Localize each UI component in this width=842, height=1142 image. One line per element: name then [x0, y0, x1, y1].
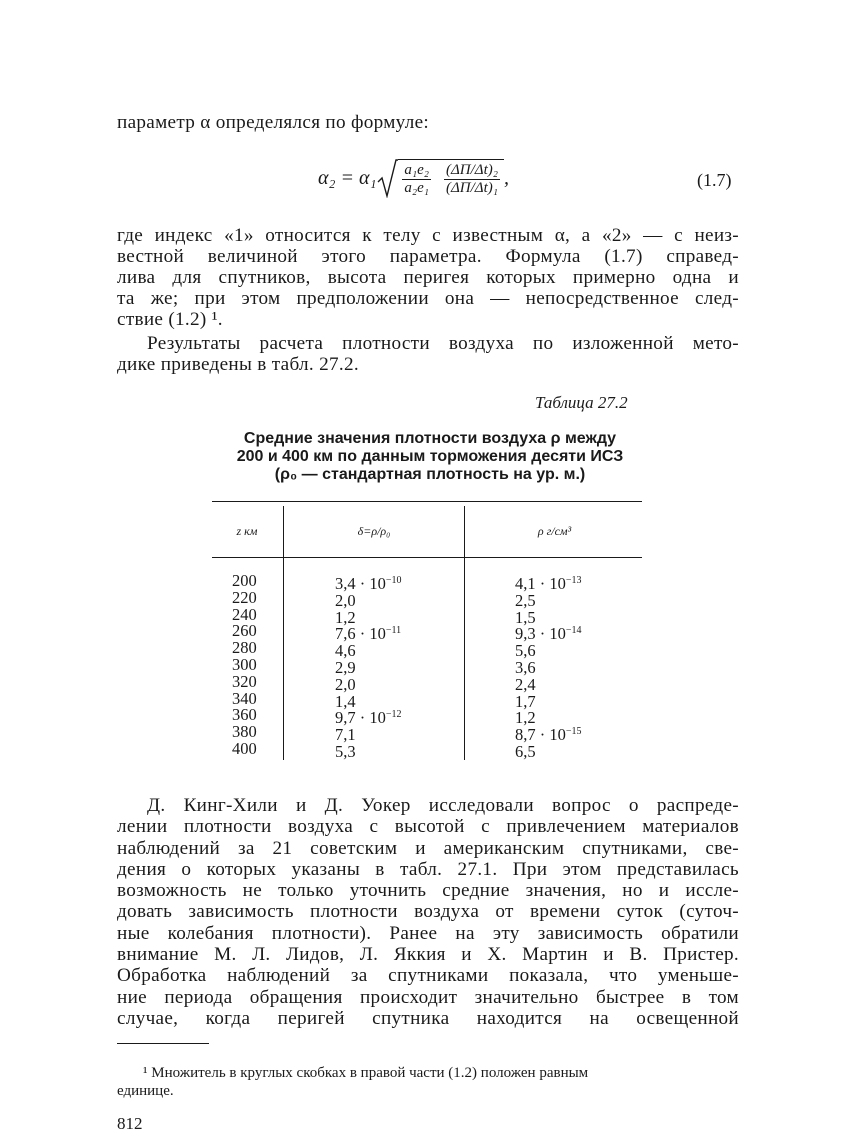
table-cell-delta: 2,0 — [335, 674, 356, 694]
para3-line: Обработка наблюдений за спутниками показала, что уменьше- — [117, 965, 739, 987]
formula-lhs: α₂ = α₁ — [318, 166, 377, 189]
table-cell-rho: 1,5 — [515, 607, 536, 627]
para3-line-text: Д. Кинг-Хили и Д. Уокер исследовали вопрос о распреде- — [147, 795, 739, 816]
paragraph-2 — [117, 333, 739, 375]
footnote-rule — [117, 1043, 209, 1044]
table-cell-z: 260 — [232, 621, 257, 641]
para3-line: внимание М. Л. Лидов, Л. Яккия и Х. Мартин и В. Пристер. — [117, 944, 739, 966]
table-cell-rho: 5,6 — [515, 641, 536, 661]
sqrt-numerator: a₁e₂ — [404, 162, 429, 178]
table-cell-rho: 3,6 — [515, 657, 536, 677]
table-title — [210, 430, 650, 484]
para3-line: случае, когда перигей спутника находится на освещенной — [117, 1007, 739, 1029]
intro-text: параметр α определялся по формуле: — [117, 112, 430, 133]
table-cell-z: 380 — [232, 722, 257, 742]
header-density: ρ г/см³ — [537, 524, 572, 538]
table-cell-rho: $9,3 \cdot 10^{-14}$ — [515, 624, 582, 644]
table-cell-z: 200 — [232, 571, 257, 590]
table-cell-delta: 1,2 — [335, 607, 356, 627]
table-cell-rho: $8,7 \cdot 10^{-15}$ — [515, 725, 582, 745]
ratio-fraction — [444, 162, 500, 197]
paragraph-1 — [117, 225, 739, 330]
table-cell-delta: $3,4 \cdot 10^{-10}$ — [335, 574, 402, 593]
para1-line: где индекс «1» относится к телу с известным α, а «2» — с неиз- — [117, 225, 739, 246]
table-cell-delta: $9,7 \cdot 10^{-12}$ — [335, 708, 402, 728]
ratio-numerator: (ΔП/Δt)₂ — [446, 162, 498, 178]
para3-line: ние периода обращения происходит значительно быстрее в том — [117, 986, 739, 1008]
table-cell-z: 400 — [232, 738, 257, 758]
para2-line: дике приведены в табл. 27.2. — [117, 354, 359, 375]
para1-line: лива для спутников, высота перигея которых примерно одна и — [117, 267, 739, 288]
para1-line: ствие (1.2) ¹. — [117, 309, 223, 330]
para3-line: ные колебания плотности). Ранее на эту зависимость обратили — [117, 922, 739, 944]
table-cell-z: 220 — [232, 587, 257, 607]
table-caption: Таблица 27.2 — [535, 393, 628, 412]
table-cell-rho: $4,1 \cdot 10^{-13}$ — [515, 574, 582, 593]
formula-number: (1.7) — [697, 170, 732, 190]
formula-comma: , — [503, 166, 509, 189]
table-cell-rho: 2,5 — [515, 590, 536, 610]
table-header-rule — [212, 557, 642, 558]
table-cell-z: 280 — [232, 638, 257, 658]
column-density — [515, 573, 582, 761]
table-title-line: 200 и 400 км по данным торможения десяти ИСЗ — [236, 448, 624, 465]
para3-line: лении плотности воздуха с высотой с привлечением материалов — [117, 816, 739, 838]
table-cell-z: 300 — [232, 654, 257, 674]
table-cell-delta: 1,4 — [335, 691, 356, 711]
table-cell-delta: $7,6 \cdot 10^{-11}$ — [335, 624, 402, 644]
sqrt-denominator: a₂e₁ — [404, 180, 429, 196]
para3-line: довать зависимость плотности воздуха от времени суток (суточ- — [117, 901, 739, 923]
radical-sign-icon — [376, 158, 398, 198]
table-cell-z: 240 — [232, 604, 257, 624]
table-top-rule — [212, 501, 642, 502]
column-altitude — [232, 573, 257, 758]
table-col-divider-2 — [464, 506, 465, 760]
para3-line: дения о которых указаны в табл. 27.1. При этом представилась — [117, 858, 739, 880]
para1-line: вестной величиной этого параметра. Формула (1.7) справед- — [117, 246, 739, 267]
para3-line: наблюдений за 21 советским и американским спутниками, све- — [117, 837, 739, 859]
table-cell-rho: 1,7 — [515, 691, 536, 711]
table-cell-rho: 2,4 — [515, 674, 536, 694]
table-cell-rho: 6,5 — [515, 741, 536, 761]
table-cell-delta: 7,1 — [335, 725, 356, 745]
table-cell-rho: 1,2 — [515, 708, 536, 728]
table-title-line: Средние значения плотности воздуха ρ между — [243, 430, 617, 447]
table-cell-delta: 4,6 — [335, 641, 356, 661]
para2-line — [117, 333, 739, 354]
table-cell-z: 360 — [232, 705, 257, 725]
table-cell-delta: 2,9 — [335, 657, 356, 677]
ratio-denominator: (ΔП/Δt)₁ — [446, 180, 498, 196]
footnote-line: единице. — [117, 1083, 174, 1099]
header-altitude: z км — [236, 524, 258, 538]
square-root — [376, 158, 504, 198]
footnote-line: ¹ Множитель в круглых скобках в правой части (1.2) положен равным — [143, 1065, 589, 1081]
para3-line — [117, 795, 739, 816]
formula-1-7 — [318, 158, 509, 198]
table-cell-z: 320 — [232, 671, 257, 691]
sqrt-fraction — [402, 162, 431, 197]
radicand — [398, 159, 504, 197]
column-relative-density — [335, 573, 402, 761]
para1-line: та же; при этом предположении она — непосредственное след- — [117, 288, 739, 309]
paragraph-3 — [117, 795, 739, 1029]
table-cell-z: 340 — [232, 688, 257, 708]
para2-line-text: Результаты расчета плотности воздуха по изложенной мето- — [147, 333, 739, 354]
para3-line: возможность не только уточнить средние значения, но и иссле- — [117, 880, 739, 902]
header-relative-density: δ=ρ/ρ₀ — [357, 524, 391, 538]
page-number: 812 — [117, 1114, 143, 1133]
table-cell-delta: 5,3 — [335, 741, 356, 761]
table-title-line: (ρ₀ — стандартная плотность на ур. м.) — [274, 466, 586, 483]
table-col-divider-1 — [283, 506, 284, 760]
table-cell-delta: 2,0 — [335, 590, 356, 610]
footnote — [117, 1064, 739, 1100]
intro-line — [117, 112, 739, 133]
